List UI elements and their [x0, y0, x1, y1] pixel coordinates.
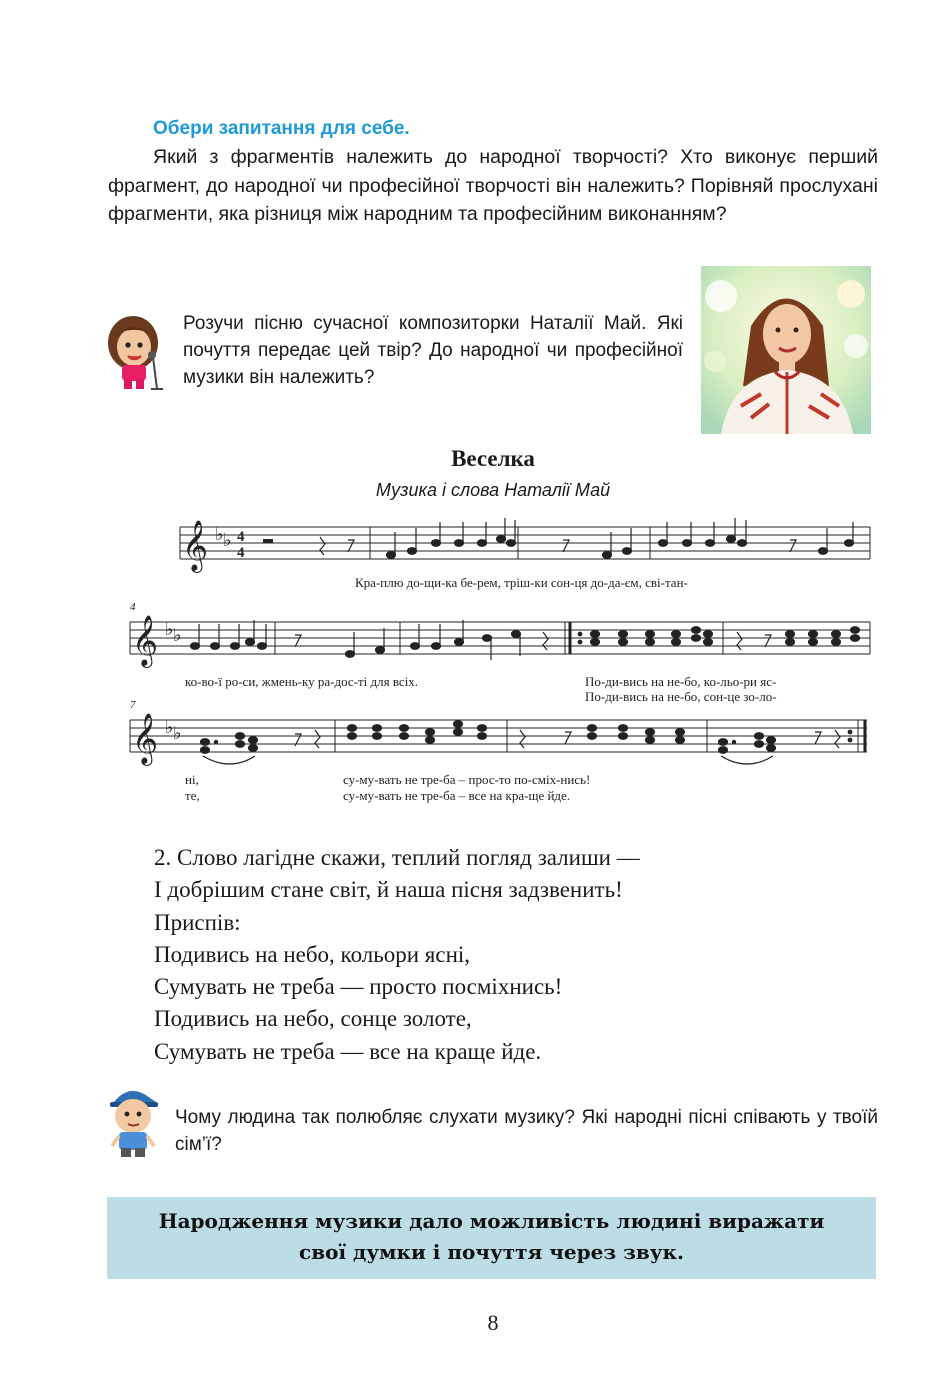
questions-paragraph: Який з фрагментів належить до народної творчості? Хто виконує перший фрагмент, до народної чи професійної творчості він належить? Порівняй прослухані фрагменти, яка різниця між народним та професійним виконанням?: [108, 146, 878, 225]
verse-line: 2. Слово лагідне скажи, теплий погляд залиши —: [154, 845, 640, 870]
svg-text:♭: ♭: [173, 723, 182, 744]
summary-line: Народження музики дало можливість людині виражати: [158, 1209, 825, 1233]
girl-singer-icon: [103, 313, 167, 391]
song-subtitle: Музика і слова Наталії Май: [375, 480, 611, 500]
song-verse-2: [154, 842, 640, 1068]
svg-text:♭: ♭: [165, 619, 174, 640]
discussion-question: Чому людина так полюбляє слухати музику? Які народні пісні співають у твоїй сім’ї?: [175, 1107, 878, 1155]
svg-text:♭: ♭: [165, 717, 174, 738]
verse-line: Подивись на небо, кольори ясні,: [154, 941, 471, 967]
verse-line: Подивись на небо, сонце золоте,: [154, 1006, 472, 1032]
summary-line: свої думки і почуття через звук.: [299, 1240, 684, 1264]
lyrics-line: По-ди-вись на не-бо, ко-льо-ри яс-: [585, 674, 777, 689]
svg-text:4: 4: [237, 545, 245, 561]
song-title: Веселка: [451, 446, 535, 471]
svg-text:4: 4: [237, 529, 245, 545]
treble-clef-icon: 𝄞: [182, 520, 209, 571]
section-heading: Обери запитання для себе.: [153, 118, 410, 139]
page-number: 8: [487, 1310, 499, 1335]
composer-portrait-image: [701, 266, 871, 434]
lyrics-line: Кра-плю до-щи-ка бе-рем, тріш-ки сон-ця до-да-єм, сві-тан-: [355, 575, 688, 590]
verse-line: І добрішим стане світ, й наша пісня задзвенить!: [154, 877, 623, 903]
boy-character-icon: [104, 1080, 162, 1158]
svg-text:♭: ♭: [173, 625, 182, 646]
lyrics-line: су-му-вать не тре-ба – прос-то по-сміх-нись!: [343, 772, 591, 787]
svg-text:♭: ♭: [215, 524, 224, 545]
sheet-music: [125, 510, 885, 815]
verse-line: Сумувать не треба — все на краще йде.: [154, 1038, 542, 1064]
summary-box: [107, 1197, 876, 1279]
treble-clef-icon: 𝄞: [132, 615, 159, 666]
lyrics-line: По-ди-вись на не-бо, сон-це зо-ло-: [585, 689, 777, 704]
lyrics-line: ні,: [185, 772, 199, 787]
lyrics-line: су-му-вать не тре-ба – все на кра-ще йде.: [343, 788, 571, 803]
svg-text:4: 4: [130, 601, 136, 613]
lyrics-line: те,: [185, 788, 200, 803]
svg-text:♭: ♭: [223, 530, 232, 551]
learn-song-task: Розучи пісню сучасної композиторки Наталії Май. Які почуття передає цей твір? До народної чи професійної музики він належить?: [183, 313, 683, 388]
verse-line: Сумувать не треба — просто посміхнись!: [154, 974, 563, 1000]
svg-text:7: 7: [130, 699, 136, 711]
verse-line: Приспів:: [154, 909, 241, 935]
lyrics-line: ко-во-ї ро-си, жмень-ку ра-дос-ті для всіх.: [185, 674, 419, 689]
treble-clef-icon: 𝄞: [132, 713, 159, 764]
